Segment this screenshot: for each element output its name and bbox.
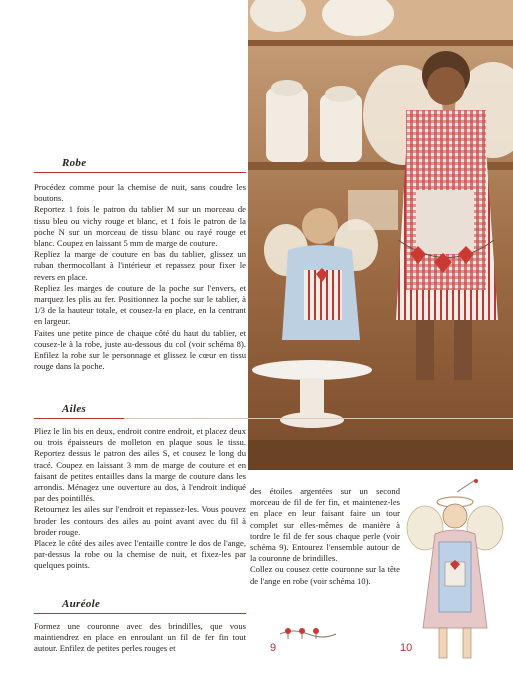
continuation-paragraph: Collez ou cousez cette couronne sur la tête de l'ange en robe (voir schéma 10). bbox=[250, 564, 400, 586]
ailes-text bbox=[34, 426, 246, 572]
robe-paragraph: Repliez les marges de couture de la poche sur l'envers, et marquez les plis au fer. Positionnez la poche sur le tablier, à 1/3 de la hauteur totale, et cousez-la en place, en la centrant en largeur. bbox=[34, 282, 246, 327]
robe-paragraph: Faites une petite pince de chaque côté du haut du tablier, et cousez-le à la robe, juste au-dessous du col (voir schéma 8). Enfilez la robe sur le personnage et glissez le cœur en tissu rouge dans la poche. bbox=[34, 327, 246, 372]
photo-illustration bbox=[248, 0, 513, 470]
section-rule-aureole bbox=[34, 613, 246, 614]
ailes-paragraph: Retournez les ailes sur l'endroit et repassez-les. Vous pouvez broder les contours des ailes au point avant avec du fil à broder rouge. bbox=[34, 504, 246, 537]
section-rule-ailes-accent bbox=[34, 418, 124, 419]
page-number-left: 9 bbox=[270, 642, 277, 654]
robe-paragraph: Reportez 1 fois le patron du tablier M sur un morceau de tissu bleu ou vichy rouge et blanc, et 1 fois le patron de la poche N sur un morceau de tissu blanc ou rayé rouge et blanc. Coupez en laissant 5 mm de marge de couture. bbox=[34, 204, 246, 249]
section-title-aureole: Auréole bbox=[62, 598, 101, 610]
section-title-ailes: Ailes bbox=[62, 403, 87, 415]
continuation-text bbox=[250, 486, 400, 587]
continuation-paragraph: des étoiles argentées sur un second morceau de fil de fer fin, et maintenez-les en place en leur faisant faire un tour complet sur elles-mêmes de manière à tordre le fil de fer sous chaque perle (voir schéma 9). Entourez l'ensemble autour de la couronne de brindilles. bbox=[250, 486, 400, 564]
ailes-paragraph: Pliez le lin bis en deux, endroit contre endroit, et placez deux ou trois épaisseurs de molleton en plaque sous le tissu. Reportez dessus le patron des ailes S, et cousez le long du tracé. Coupez en laissant 3 mm de marge de couture et en faisant de petites entailles dans la marge de couture dans les arrondis. Ménagez une ouverture au dos, à l'endroit indiqué par des pointillés. bbox=[34, 426, 246, 504]
robe-paragraph: Repliez la marge de couture en bas du tablier, glissez un ruban thermocollant à l'intérieur et repassez pour fixer le revers en place. bbox=[34, 249, 246, 282]
angel-dolls-photo bbox=[248, 0, 513, 470]
aureole-text bbox=[34, 621, 246, 655]
section-title-robe: Robe bbox=[62, 157, 87, 169]
ailes-paragraph: Placez le côté des ailes avec l'entaille contre le dos de l'ange, par-dessus la robe ou la chemise de nuit, et fixez-les par quelques points. bbox=[34, 538, 246, 571]
robe-paragraph: Procédez comme pour la chemise de nuit, sans coudre les boutons. bbox=[34, 182, 246, 204]
page-number-right: 10 bbox=[400, 642, 413, 654]
robe-text bbox=[34, 182, 246, 372]
section-rule-robe bbox=[34, 172, 246, 173]
aureole-paragraph: Formez une couronne avec des brindilles, que vous maintiendrez en place en enroulant un fil de fer fin tout autour. Enfilez de petites perles rouges et bbox=[34, 621, 246, 654]
schema-9-illustration bbox=[278, 620, 338, 640]
schema-10-illustration bbox=[405, 478, 505, 668]
